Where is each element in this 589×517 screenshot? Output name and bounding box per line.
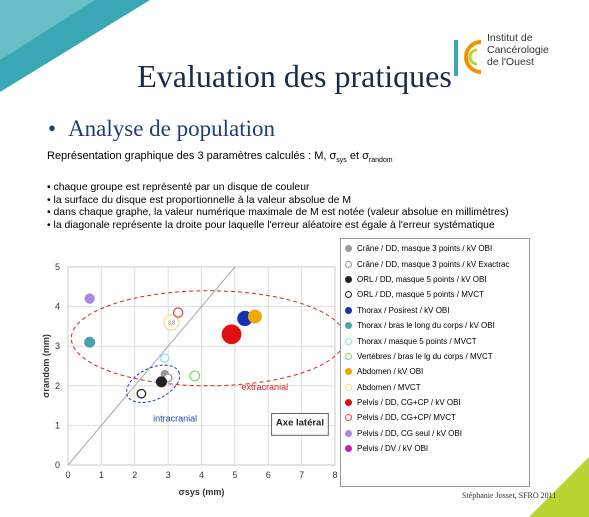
axis-label-box-text: Axe latéral — [275, 417, 324, 429]
chart-legend — [340, 238, 530, 487]
logo-line-3: de l'Ouest — [487, 56, 534, 68]
x-tick-label: 3 — [165, 470, 171, 480]
x-tick-label: 8 — [332, 470, 338, 480]
legend-marker — [345, 322, 352, 329]
sigma-sys-subscript: sys — [336, 157, 347, 165]
data-point — [137, 389, 145, 397]
legend-marker — [345, 445, 352, 452]
x-tick-label: 1 — [98, 470, 104, 480]
x-tick-label: 0 — [65, 470, 71, 480]
sigma-symbol-1: σ — [329, 150, 337, 162]
subtitle-text: Analyse de population — [68, 116, 276, 141]
legend-item — [345, 410, 525, 425]
description-and: et — [346, 150, 363, 162]
corner-decoration-top-left-light — [0, 0, 95, 60]
legend-label: Pelvis / DD, CG+CP/ MVCT — [357, 413, 456, 423]
bullet-list — [47, 182, 509, 232]
corner-decoration-bottom-right — [529, 457, 589, 517]
legend-item — [345, 395, 525, 410]
data-point — [190, 371, 200, 381]
legend-marker — [345, 338, 352, 345]
legend-label: Crâne / DD, masque 3 points / kV OBI — [357, 244, 493, 254]
y-tick-label: 5 — [54, 262, 60, 272]
legend-label: Abdomen / MVCT — [357, 382, 421, 392]
data-point — [248, 310, 262, 324]
x-tick-label: 7 — [299, 470, 305, 480]
y-tick-label: 3 — [54, 341, 60, 352]
data-point — [222, 325, 241, 344]
footer-credit: Stéphanie Josset, SFRO 2011 — [462, 491, 557, 500]
legend-label: Thorax / masque 5 points / MVCT — [357, 336, 477, 346]
logo-line-2: Cancérologie — [487, 44, 549, 56]
slide-title: Evaluation des pratiques — [137, 58, 452, 94]
legend-label: Thorax / bras le long du corps / kV OBI — [357, 321, 495, 331]
legend-item — [345, 364, 525, 379]
legend-item — [345, 303, 525, 318]
legend-item — [345, 441, 525, 456]
data-point — [85, 294, 95, 304]
legend-marker — [345, 353, 352, 360]
legend-label: Thorax / Posirest / kV OBI — [357, 305, 450, 315]
legend-item — [345, 349, 525, 364]
legend-label: Vertèbres / bras le lg du corps / MVCT — [357, 351, 493, 361]
legend-marker — [345, 399, 352, 406]
legend-item — [345, 318, 525, 333]
legend-marker — [345, 414, 352, 421]
legend-item — [345, 272, 525, 287]
y-tick-label: 4 — [54, 301, 60, 312]
x-tick-label: 5 — [232, 470, 238, 480]
intracranial-label: intracranial — [153, 413, 198, 424]
sigma-random-subscript: random — [368, 157, 393, 165]
y-axis-label: σrandom (mm) — [41, 334, 51, 398]
legend-marker — [345, 245, 352, 252]
legend-marker — [345, 291, 352, 298]
logo-line-1: Institut de — [487, 32, 533, 44]
legend-marker — [345, 368, 352, 375]
bullet-item: • la diagonale représente la droite pour laquelle l'erreur aléatoire est égale à l'erreur systématique — [47, 219, 495, 231]
y-tick-label: 2 — [54, 380, 60, 391]
legend-item — [345, 380, 525, 395]
legend-label: Pelvis / DD, CG seul / kV OBI — [357, 428, 462, 438]
max-value-label: 3,8 — [167, 320, 175, 327]
legend-label: ORL / DD, masque 5 points / kV OBI — [357, 274, 487, 284]
legend-label: Pelvis / DV / kV OBI — [357, 444, 429, 454]
legend-label: ORL / DD, masque 5 points / MVCT — [357, 290, 484, 300]
description-prefix: Représentation graphique des 3 paramètres calculés : M, — [47, 150, 330, 162]
subtitle-bullet: • — [48, 116, 57, 141]
legend-marker — [345, 276, 352, 283]
legend-item — [345, 333, 525, 348]
bullet-item: • dans chaque graphe, la valeur numérique maximale de M est notée (valeur absolue en millimètres) — [47, 207, 509, 218]
data-point — [84, 337, 95, 348]
y-tick-label: 1 — [54, 420, 60, 431]
legend-item — [345, 256, 525, 271]
scatter-chart — [40, 255, 350, 500]
legend-item — [345, 287, 525, 302]
x-tick-label: 2 — [132, 470, 138, 480]
data-point — [174, 308, 183, 317]
legend-marker — [345, 430, 352, 437]
legend-label: Pelvis / DD, CG+CP / kV OBI — [357, 398, 461, 408]
x-tick-label: 4 — [198, 470, 205, 480]
legend-label: Abdomen / kV OBI — [357, 367, 424, 377]
x-tick-label: 6 — [265, 470, 271, 480]
legend-item — [345, 426, 525, 441]
data-point — [156, 377, 167, 388]
data-point — [161, 354, 169, 362]
description — [47, 150, 393, 164]
slide-subtitle — [48, 116, 275, 142]
legend-label: Crâne / DD, masque 3 points / kV Exactrac — [357, 259, 510, 269]
legend-marker — [345, 384, 352, 391]
bullet-item: • chaque groupe est représenté par un disque de couleur — [47, 182, 310, 193]
legend-marker — [345, 307, 352, 314]
y-tick-label: 0 — [54, 460, 60, 470]
x-axis-label: σsys (mm) — [178, 487, 225, 497]
legend-item — [345, 241, 525, 256]
legend-marker — [345, 261, 352, 268]
sigma-symbol-2: σ — [362, 150, 369, 162]
extracranial-label: extracranial — [241, 381, 289, 392]
bullet-item: • la surface du disque est proportionnelle à la valeur absolue de M — [47, 194, 351, 206]
